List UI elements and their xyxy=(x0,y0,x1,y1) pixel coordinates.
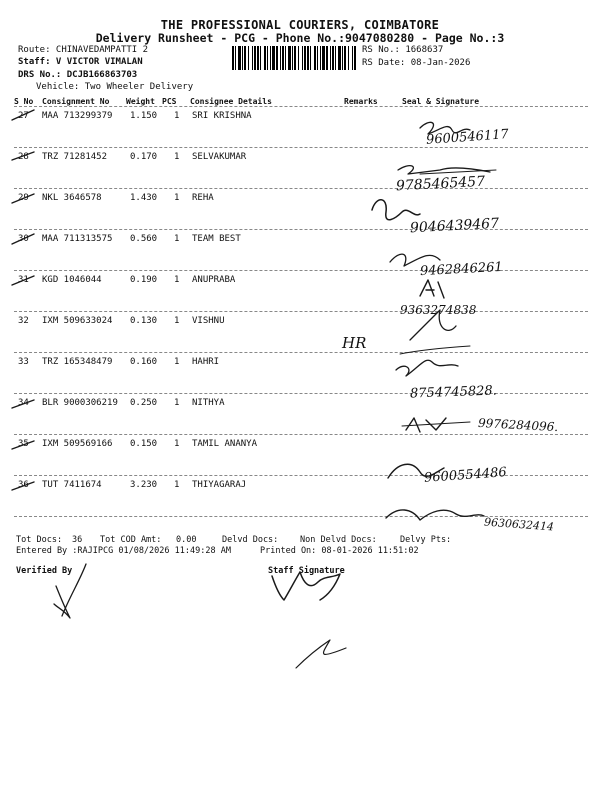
barcode-bar xyxy=(335,46,336,70)
barcode-bar xyxy=(248,46,249,70)
row-weight: 1.430 xyxy=(130,193,158,203)
row-consignee: THIYAGARAJ xyxy=(192,480,247,490)
route-label: Route: CHINAVEDAMPATTI 2 xyxy=(18,45,149,55)
barcode-bar xyxy=(320,46,321,70)
vehicle-label: Vehicle: Two Wheeler Delivery xyxy=(36,82,194,92)
barcode-bar xyxy=(270,46,271,70)
row-consignment: TUT 7411674 xyxy=(42,480,102,490)
signature-row-33: 8754745828. xyxy=(409,383,498,402)
row-weight: 0.130 xyxy=(130,316,158,326)
barcode-bar xyxy=(354,46,356,70)
verified-by-label: Verified By xyxy=(16,566,73,576)
tot-docs-label: Tot Docs: xyxy=(16,535,63,545)
barcode-bar xyxy=(314,46,316,70)
row-pcs: 1 xyxy=(174,111,180,121)
barcode-bar xyxy=(272,46,275,70)
signature-row-29: 9046439467 xyxy=(409,215,500,237)
barcode-bar xyxy=(352,46,353,70)
delvy-pts-label: Delvy Pts: xyxy=(400,535,452,545)
row-pcs: 1 xyxy=(174,439,180,449)
row-pcs: 1 xyxy=(174,398,180,408)
barcode-bar xyxy=(254,46,256,70)
barcode-bar xyxy=(307,46,309,70)
barcode-bar xyxy=(252,46,253,70)
col-consignment: Consignment No xyxy=(42,97,110,106)
row-weight: 0.150 xyxy=(130,439,158,449)
footer-signatures xyxy=(0,560,600,700)
col-remarks: Remarks xyxy=(344,97,378,106)
row-weight: 0.560 xyxy=(130,234,158,244)
barcode-bar xyxy=(267,46,268,70)
barcode-bar xyxy=(276,46,278,70)
barcode-image xyxy=(232,46,358,70)
row-sno: 36 xyxy=(18,480,29,490)
row-weight: 1.150 xyxy=(130,111,158,121)
barcode-bar xyxy=(344,46,346,70)
barcode-bar xyxy=(244,46,246,70)
company-title: THE PROFESSIONAL COURIERS, COIMBATORE xyxy=(160,18,440,32)
barcode-bar xyxy=(330,46,331,70)
barcode-bar xyxy=(264,46,266,70)
barcode-bar xyxy=(257,46,259,70)
row-weight: 0.250 xyxy=(130,398,158,408)
row-consignee: SELVAKUMAR xyxy=(192,152,247,162)
row-sno: 29 xyxy=(18,193,29,203)
row-consignee: TAMIL ANANYA xyxy=(192,439,258,449)
barcode-bar xyxy=(302,46,303,70)
barcode-bar xyxy=(294,46,296,70)
barcode-bar xyxy=(348,46,349,70)
entered-by: Entered By :RAJIPCG 01/08/2026 11:49:28 AM xyxy=(16,546,231,556)
row-sno: 32 xyxy=(18,316,29,326)
row-weight: 0.190 xyxy=(130,275,158,285)
barcode-bar xyxy=(317,46,318,70)
barcode-bar xyxy=(310,46,311,70)
row-consignee: REHA xyxy=(192,193,214,203)
row-pcs: 1 xyxy=(174,357,180,367)
col-weight: Weight xyxy=(126,97,155,106)
row-weight: 0.160 xyxy=(130,357,158,367)
barcode-bar xyxy=(292,46,293,70)
row-consignment: IXM 509569166 xyxy=(42,439,113,449)
row-consignment: MAA 713299379 xyxy=(42,111,113,121)
row-pcs: 1 xyxy=(174,152,180,162)
barcode-bar xyxy=(338,46,341,70)
tot-cod-value: 0.00 xyxy=(176,535,197,545)
barcode-bar xyxy=(288,46,291,70)
row-consignment: BLR 9000306219 xyxy=(42,398,118,408)
row-consignment: NKL 3646578 xyxy=(42,193,102,203)
signature-row-35: 9600554486 xyxy=(423,465,508,486)
row-consignment: MAA 711313575 xyxy=(42,234,113,244)
runsheet-subtitle: Delivery Runsheet - PCG - Phone No.:9047080280 - Page No.:3 xyxy=(95,31,505,45)
row-sno: 33 xyxy=(18,357,29,367)
row-consignee: SRI KRISHNA xyxy=(192,111,252,121)
rs-date: RS Date: 08-Jan-2026 xyxy=(362,58,471,68)
row-consignment: KGD 1046044 xyxy=(42,275,102,285)
barcode-bar xyxy=(235,46,236,70)
col-pcs: PCS xyxy=(162,97,177,106)
row-pcs: 1 xyxy=(174,275,180,285)
row-pcs: 1 xyxy=(174,316,180,326)
row-remark: HR xyxy=(342,334,367,352)
signature-row-34: 9976284096. xyxy=(477,415,559,435)
row-consignee: NITHYA xyxy=(192,398,225,408)
barcode-bar xyxy=(282,46,284,70)
row-consignee: ANUPRABA xyxy=(192,275,236,285)
signature-row-28: 9785465457 xyxy=(395,173,486,195)
row-sno: 35 xyxy=(18,439,29,449)
tot-cod-label: Tot COD Amt: xyxy=(100,535,162,545)
row-sno: 28 xyxy=(18,152,29,162)
barcode-bar xyxy=(280,46,281,70)
row-weight: 0.170 xyxy=(130,152,158,162)
col-consignee: Consignee Details xyxy=(190,97,272,106)
rs-number: RS No.: 1668637 xyxy=(362,45,444,55)
barcode-bar xyxy=(304,46,306,70)
staff-signature-label: Staff Signature xyxy=(268,566,345,576)
row-sno: 31 xyxy=(18,275,29,285)
barcode-bar xyxy=(238,46,241,70)
barcode-bar xyxy=(322,46,325,70)
col-sno: S No xyxy=(14,97,34,106)
non-delvd-docs-label: Non Delvd Docs: xyxy=(300,535,377,545)
barcode-bar xyxy=(260,46,261,70)
row-consignee: HAHRI xyxy=(192,357,220,367)
tot-docs-value: 36 xyxy=(72,535,83,545)
barcode-bar xyxy=(298,46,299,70)
row-pcs: 1 xyxy=(174,234,180,244)
signature-scribbles xyxy=(0,100,600,550)
signature-row-36: 9630632414 xyxy=(483,515,555,534)
barcode-bar xyxy=(242,46,243,70)
signature-row-30: 9462846261 xyxy=(419,259,504,280)
row-pcs: 1 xyxy=(174,480,180,490)
row-consignee: TEAM BEST xyxy=(192,234,241,244)
signature-row-31: 9363274838 xyxy=(400,303,477,317)
row-consignee: VISHNU xyxy=(192,316,225,326)
staff-label: Staff: V VICTOR VIMALAN xyxy=(18,57,143,67)
row-pcs: 1 xyxy=(174,193,180,203)
barcode-bar xyxy=(326,46,328,70)
row-sno: 27 xyxy=(18,111,29,121)
row-consignment: TRZ 71281452 xyxy=(42,152,108,162)
row-consignment: IXM 509633024 xyxy=(42,316,113,326)
signature-row-27: 9600546117 xyxy=(425,127,510,148)
barcode-bar xyxy=(332,46,334,70)
row-sno: 30 xyxy=(18,234,29,244)
printed-on: Printed On: 08-01-2026 11:51:02 xyxy=(260,546,419,556)
drs-number: DRS No.: DCJB166863703 xyxy=(18,70,138,80)
barcode-bar xyxy=(285,46,286,70)
barcode-bar xyxy=(342,46,343,70)
row-weight: 3.230 xyxy=(130,480,158,490)
row-consignment: TRZ 165348479 xyxy=(42,357,113,367)
delvd-docs-label: Delvd Docs: xyxy=(222,535,279,545)
barcode-bar xyxy=(232,46,234,70)
row-sno: 34 xyxy=(18,398,29,408)
col-seal-signature: Seal & Signature xyxy=(402,97,480,106)
